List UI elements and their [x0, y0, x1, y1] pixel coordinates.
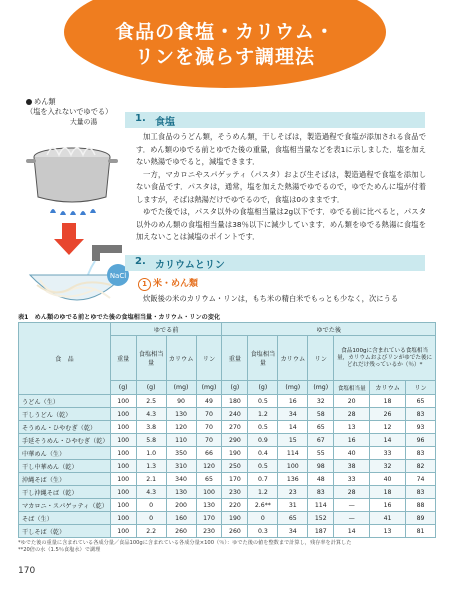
row-food-name: そうめん・ひやむぎ（乾） — [19, 421, 111, 434]
table-row — [19, 486, 436, 499]
table-cell: 114 — [308, 499, 334, 512]
table-cell: 38 — [334, 460, 370, 473]
table-caption: 表1 めん類のゆでる前とゆでた後の食塩相当量・カリウム・リンの変化 — [18, 314, 221, 321]
table-cell: 4.3 — [136, 486, 166, 499]
table-cell: 83 — [406, 408, 436, 421]
table-row — [19, 473, 436, 486]
table-cell: 130 — [166, 408, 196, 421]
table-cell: 98 — [308, 460, 334, 473]
arrow-down-icon — [54, 223, 84, 255]
table-cell: 270 — [222, 421, 248, 434]
table-cell: 152 — [308, 512, 334, 525]
table-cell: 28 — [334, 408, 370, 421]
table-cell: 240 — [222, 408, 248, 421]
table-cell: 100 — [110, 512, 136, 525]
table-cell: 55 — [308, 447, 334, 460]
illus-caption-line2: （塩を入れないでゆでる） — [26, 107, 113, 116]
table-cell: 33 — [370, 447, 406, 460]
col-p: リン — [308, 336, 334, 381]
row-food-name: そば（生） — [19, 512, 111, 525]
table-cell: 170 — [196, 512, 222, 525]
row-food-name: 中華めん（生） — [19, 447, 111, 460]
table-cell: 0.5 — [248, 395, 278, 408]
table-cell: 83 — [406, 486, 436, 499]
table-row — [19, 460, 436, 473]
table-cell: 48 — [308, 473, 334, 486]
table-cell: 180 — [222, 395, 248, 408]
table-cell: 190 — [222, 512, 248, 525]
unit: (mg) — [166, 381, 196, 395]
header-food: 食 品 — [19, 323, 111, 395]
row-food-name: 干しうどん（乾） — [19, 408, 111, 421]
table-cell: 187 — [308, 525, 334, 538]
table-cell: 0.4 — [248, 447, 278, 460]
col-remain-p: リン — [406, 381, 436, 395]
col-weight: 重量 — [222, 336, 248, 381]
table-cell: 26 — [370, 408, 406, 421]
table-row — [19, 421, 436, 434]
table-cell: 350 — [166, 447, 196, 460]
table-cell: 81 — [406, 525, 436, 538]
row-food-name: 手延そうめん・ひやむぎ（乾） — [19, 434, 111, 447]
table-cell: 93 — [406, 421, 436, 434]
table-cell: 100 — [110, 408, 136, 421]
table-cell: 100 — [110, 525, 136, 538]
section-1-number: 1. — [135, 113, 146, 124]
table-cell: 14 — [370, 434, 406, 447]
table-cell: — — [334, 499, 370, 512]
section-1-label: 食塩 — [155, 117, 175, 128]
pot-icon — [26, 148, 118, 202]
col-remain-salt: 食塩相当量 — [334, 381, 370, 395]
section-2-number: 2. — [135, 256, 146, 267]
table-cell: 136 — [278, 473, 308, 486]
header-after: ゆでた後 — [222, 323, 436, 336]
table-cell: 0 — [136, 512, 166, 525]
unit: (g) — [110, 381, 136, 395]
col-weight: 重量 — [110, 336, 136, 381]
page-number: 170 — [18, 566, 36, 576]
table-cell: 0 — [136, 499, 166, 512]
table-cell: 100 — [110, 460, 136, 473]
table-cell: 70 — [196, 421, 222, 434]
water-label: 大量の湯 — [70, 118, 98, 126]
flame-icon — [50, 209, 96, 215]
table-cell: 260 — [166, 525, 196, 538]
table-cell: 31 — [278, 499, 308, 512]
table-cell: 260 — [222, 525, 248, 538]
table-cell: 100 — [110, 486, 136, 499]
col-salt: 食塩相当量 — [248, 336, 278, 381]
table-cell: 250 — [222, 460, 248, 473]
row-food-name: うどん（生） — [19, 395, 111, 408]
row-food-name: 干しそば（乾） — [19, 525, 111, 538]
table-cell: 65 — [308, 421, 334, 434]
subsection-number: 1 — [138, 278, 151, 291]
row-food-name: マカロニ・スパゲッティ（乾） — [19, 499, 111, 512]
table-cell: 100 — [110, 447, 136, 460]
table-cell: 340 — [166, 473, 196, 486]
table-cell: 2.5 — [136, 395, 166, 408]
unit: (mg) — [196, 381, 222, 395]
table-cell: 33 — [334, 473, 370, 486]
table-cell: 220 — [222, 499, 248, 512]
table-cell: 70 — [196, 408, 222, 421]
table-cell: 290 — [222, 434, 248, 447]
table-cell: 41 — [370, 512, 406, 525]
section-1-paragraph: ゆでた後では，パスタ以外の食塩相当量は2g以下です．ゆでる前に比べると，パスタ以外のめん類の食塩相当量は38％以下に減少しています．めん類をゆでる熱湯に食塩を加えないことは減塩のポイントです． — [136, 207, 426, 241]
noodle-nutrient-table — [18, 322, 436, 538]
table-cell: 16 — [278, 395, 308, 408]
section-2-heading — [125, 255, 425, 271]
table-cell: 89 — [406, 512, 436, 525]
table-cell: 14 — [278, 421, 308, 434]
table-row — [19, 525, 436, 538]
table-cell: 4.3 — [136, 408, 166, 421]
table-cell: 130 — [166, 486, 196, 499]
table-cell: 2.6** — [248, 499, 278, 512]
table-cell: 88 — [406, 499, 436, 512]
table-cell: 83 — [308, 486, 334, 499]
row-food-name: 沖縄そば（生） — [19, 473, 111, 486]
row-food-name: 干し中華めん（乾） — [19, 460, 111, 473]
table-cell: 3.8 — [136, 421, 166, 434]
table-cell: 0.7 — [248, 473, 278, 486]
table-cell: 15 — [278, 434, 308, 447]
table-cell: 190 — [222, 447, 248, 460]
col-remain-k: カリウム — [370, 381, 406, 395]
table-cell: 2.1 — [136, 473, 166, 486]
section-2-body — [136, 293, 426, 306]
table-cell: 1.2 — [248, 408, 278, 421]
svg-text:NaCl: NaCl — [109, 272, 127, 280]
table-cell: 34 — [278, 408, 308, 421]
title-line-1: 食品の食塩・カリウム・ — [115, 21, 335, 43]
table-cell: 16 — [334, 434, 370, 447]
table-cell: 14 — [334, 525, 370, 538]
table-cell: 0.3 — [248, 525, 278, 538]
noodle-boiling-illustration — [22, 115, 132, 320]
page-title — [64, 20, 386, 70]
table-cell: 32 — [370, 460, 406, 473]
row-food-name: 干し沖縄そば（乾） — [19, 486, 111, 499]
table-row — [19, 499, 436, 512]
table-cell: 0 — [248, 512, 278, 525]
table-cell: 120 — [196, 460, 222, 473]
table-cell: 200 — [166, 499, 196, 512]
table-note-1: *ゆでた後の重量に含まれている各成分量／食品100gに含まれている各成分量×100（％）：ゆでた後の値を整数まで計算し，残存率を計算した — [18, 540, 352, 546]
table-cell: 13 — [334, 421, 370, 434]
table-cell: 100 — [110, 434, 136, 447]
col-k: カリウム — [166, 336, 196, 381]
table-cell: 110 — [166, 434, 196, 447]
table-cell: 18 — [370, 395, 406, 408]
table-cell: 160 — [166, 512, 196, 525]
bullet-icon — [26, 99, 32, 105]
table-row — [19, 447, 436, 460]
col-k: カリウム — [278, 336, 308, 381]
table-cell: 74 — [406, 473, 436, 486]
table-cell: 1.0 — [136, 447, 166, 460]
table-cell: 34 — [278, 525, 308, 538]
table-cell: 100 — [110, 395, 136, 408]
subsection-heading — [138, 276, 198, 291]
table-cell: 90 — [166, 395, 196, 408]
table-cell: 100 — [110, 499, 136, 512]
table-cell: 100 — [278, 460, 308, 473]
table-cell: 82 — [406, 460, 436, 473]
table-cell: — — [334, 512, 370, 525]
table-cell: 18 — [370, 486, 406, 499]
col-p: リン — [196, 336, 222, 381]
table-row — [19, 512, 436, 525]
table-cell: 120 — [166, 421, 196, 434]
table-cell: 230 — [196, 525, 222, 538]
unit: (g) — [222, 381, 248, 395]
section-1-paragraph: 一方，マカロニやスパゲッティ（パスタ）および生そばは，製造過程で食塩を添加しない食品です．パスタは，通常，塩を加えた熱湯でゆでるので，ゆでためんに塩が付着しますが，そばは熱湯だけでゆでるので，食塩は0のままです． — [136, 169, 426, 204]
table-row — [19, 408, 436, 421]
table-cell: 96 — [406, 434, 436, 447]
table-cell: 58 — [308, 408, 334, 421]
section-1-body — [136, 131, 426, 244]
table-cell: 230 — [222, 486, 248, 499]
illus-caption-line1: めん類 — [34, 97, 56, 106]
table-cell: 12 — [370, 421, 406, 434]
table-cell: 49 — [196, 395, 222, 408]
col-remain: 食品100gに含まれている食塩相当量，カリウムおよびリンがゆでた後にどれだけ残っているか（％）* — [334, 336, 436, 381]
table-cell: 5.8 — [136, 434, 166, 447]
illustration-caption — [26, 97, 112, 117]
table-cell: 0.9 — [248, 434, 278, 447]
table-cell: 0.5 — [248, 421, 278, 434]
unit: (mg) — [278, 381, 308, 395]
section-2-label: カリウムとリン — [155, 260, 225, 271]
subsection-label: 米・めん類 — [153, 279, 199, 289]
header-before: ゆでる前 — [110, 323, 222, 336]
table-row — [19, 395, 436, 408]
table-note-2: **20倍の水（1.5％食塩水）で調理 — [18, 547, 101, 553]
table-cell: 83 — [406, 447, 436, 460]
table-cell: 65 — [196, 473, 222, 486]
table-cell: 1.2 — [248, 486, 278, 499]
table-cell: 20 — [334, 395, 370, 408]
unit: (mg) — [308, 381, 334, 395]
table-cell: 40 — [370, 473, 406, 486]
table-cell: 13 — [370, 525, 406, 538]
table-cell: 32 — [308, 395, 334, 408]
col-salt: 食塩相当量 — [136, 336, 166, 381]
table-cell: 170 — [222, 473, 248, 486]
table-cell: 2.2 — [136, 525, 166, 538]
table-cell: 130 — [196, 499, 222, 512]
table-cell: 114 — [278, 447, 308, 460]
unit: (g) — [136, 381, 166, 395]
section-1-heading — [125, 112, 425, 128]
table-cell: 23 — [278, 486, 308, 499]
table-cell: 100 — [110, 473, 136, 486]
table-cell: 40 — [334, 447, 370, 460]
table-cell: 70 — [196, 434, 222, 447]
table-cell: 310 — [166, 460, 196, 473]
table-cell: 65 — [406, 395, 436, 408]
table-cell: 67 — [308, 434, 334, 447]
table-cell: 1.3 — [136, 460, 166, 473]
table-cell: 0.5 — [248, 460, 278, 473]
table-cell: 100 — [110, 421, 136, 434]
table-cell: 28 — [334, 486, 370, 499]
unit: (g) — [248, 381, 278, 395]
section-2-paragraph: 炊飯後の米のカリウム・リンは，もち米の精白米でもっとも少なく，次にうる — [143, 294, 399, 303]
table-cell: 100 — [196, 486, 222, 499]
title-line-2: リンを減らす調理法 — [134, 46, 315, 68]
section-1-paragraph: 加工食品のうどん類，そうめん類，干しそばは，製造過程で食塩が添加される食品です．めん類のゆでる前とゆでた後の重量，食塩相当量などを表1に示しました．塩を加えない熱湯でゆでると，減塩できます． — [136, 132, 426, 166]
table-cell: 66 — [196, 447, 222, 460]
table-row — [19, 434, 436, 447]
table-cell: 65 — [278, 512, 308, 525]
table-cell: 16 — [370, 499, 406, 512]
